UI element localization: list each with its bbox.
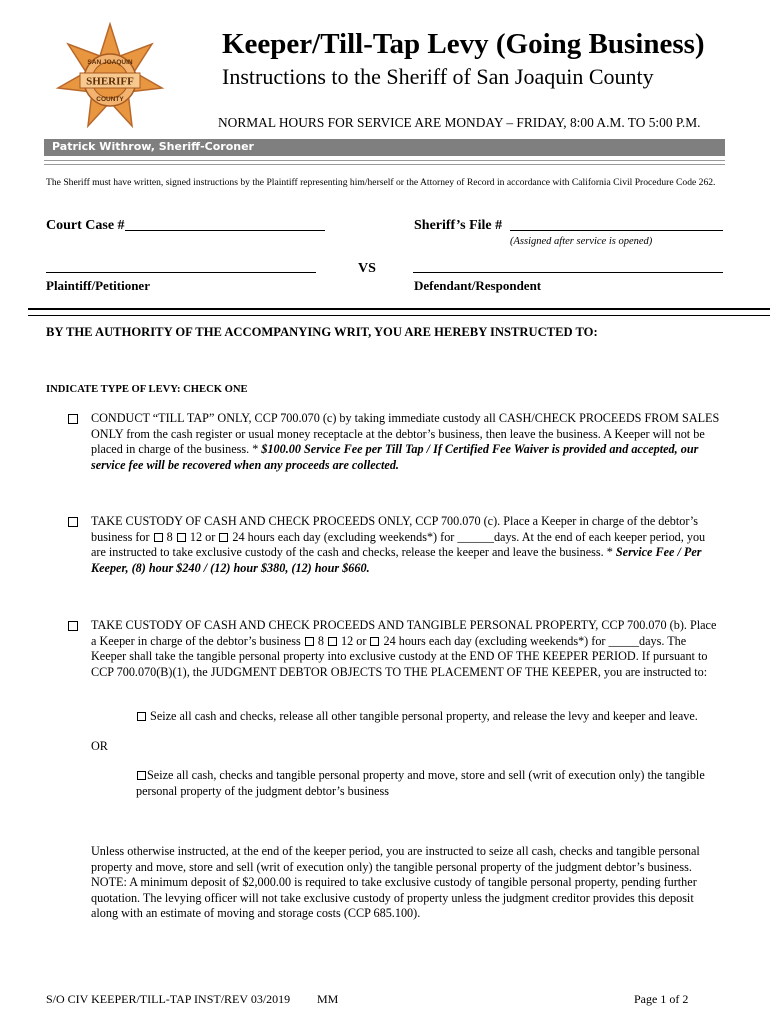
prop-hours-8-checkbox[interactable] [305,637,314,646]
authority-heading: BY THE AUTHORITY OF THE ACCOMPANYING WRIT, YOU ARE HEREBY INSTRUCTED TO: [46,325,598,339]
sheriff-file-label: Sheriff’s File # [414,218,503,233]
assigned-note: (Assigned after service is opened) [510,236,653,247]
intro-text: The Sheriff must have written, signed instructions by the Plaintiff representing him/herself or the Attorney of Record in accordance with California Civil Procedure Code 262. [46,177,716,188]
badge-bottom-text: COUNTY [96,96,124,103]
default-instructions: Unless otherwise instructed, at the end of the keeper period, you are instructed to seize all cash, checks and tangible personal property and move, store and sell (writ of execution only) the tangible personal property of the judgment debtor’s business. NOTE: A minimum deposit of $2,000.00 is required to take exclusive custody of tangible personal property, pending further quotation. The levying officer will not take exclusive custody of property unless the judgment creditor provides this deposit along with an estimate of moving and storage costs (CCP 685.100). [91,844,700,921]
levy-type-heading: INDICATE TYPE OF LEVY: CHECK ONE [46,384,248,395]
sub-option-seize-all: Seize all cash, checks and tangible personal property and move, store and sell (writ of execution only) the tangible personal property of the judgment debtor’s business [136,768,705,798]
option-cash-check: TAKE CUSTODY OF CASH AND CHECK PROCEEDS ONLY, CCP 700.070 (c). Place a Keeper in charge of the debtor’s business for 8 12 or 24 hours each day (excluding weekends*) for ______days. At the end of each keeper period, you are instructed to take exclusive custody of the cash and checks, release the keeper and leave the business. * Service Fee / Per Keeper, (8) hour $240 / (12) hour $380, (12) hour $660. [91,514,706,575]
prop-hours-24-checkbox[interactable] [370,637,379,646]
sheriff-name: Patrick Withrow, Sheriff-Coroner [52,140,254,153]
form-id: S/O CIV KEEPER/TILL-TAP INST/REV 03/2019 [46,992,291,1006]
form-initials: MM [317,992,339,1006]
cash-property-checkbox[interactable] [68,621,78,631]
defendant-field[interactable] [413,272,723,273]
release-checkbox[interactable] [137,712,146,721]
court-case-field[interactable] [125,230,325,231]
section-divider [28,308,770,316]
or-label: OR [91,739,108,753]
page-number: Page 1 of 2 [634,992,689,1006]
option-till-tap: CONDUCT “TILL TAP” ONLY, CCP 700.070 (c) by taking immediate custody all CASH/CHECK PROCEEDS FROM SALES ONLY from the cash register or usual money receptacle at the debtor’s business, then leave the business. A Keeper will not be placed in charge of the business. * $100.00 Service Fee per Till Tap / If Certified Fee Waiver is provided and accepted, our service fee will be recovered when any proceeds are collected. [91,411,720,472]
prop-hours-12-checkbox[interactable] [328,637,337,646]
seize-all-checkbox[interactable] [137,771,146,780]
court-case-label: Court Case # [46,218,125,233]
vs-label: VS [358,261,376,276]
sheriff-banner [44,139,725,156]
plaintiff-label: Plaintiff/Petitioner [46,278,150,293]
cash-check-checkbox[interactable] [68,517,78,527]
keeper-fee: Service Fee / Per Keeper, (8) hour $240 / (12) hour $380, (12) hour $660. [91,545,702,575]
document-title: Keeper/Till-Tap Levy (Going Business) [222,28,705,60]
sheriff-file-field[interactable] [510,230,723,231]
hours-8-checkbox[interactable] [154,533,163,542]
hours-24-checkbox[interactable] [219,533,228,542]
till-tap-fee: $100.00 Service Fee per Till Tap / If Certified Fee Waiver is provided and accepted, our service fee will be recovered when any proceeds are collected. [91,442,699,472]
banner-divider [44,160,725,165]
badge-center-text: SHERIFF [86,75,134,88]
plaintiff-field[interactable] [46,272,316,273]
service-hours: NORMAL HOURS FOR SERVICE ARE MONDAY – FRIDAY, 8:00 A.M. TO 5:00 P.M. [218,115,701,130]
sub-option-release: Seize all cash and checks, release all other tangible personal property, and release the levy and keeper and leave. [136,709,726,725]
till-tap-checkbox[interactable] [68,414,78,424]
option-cash-property: TAKE CUSTODY OF CASH AND CHECK PROCEEDS AND TANGIBLE PERSONAL PROPERTY, CCP 700.070 (b). Place a Keeper in charge of the debtor’s business 8 12 or 24 hours each day (excluding weekends*) for _____days. The Keeper shall take the tangible personal property into exclusive custody at the END OF THE KEEPER PERIOD. If pursuant to CCP 700.070(B)(1), the JUDGMENT DEBTOR OBJECTS TO THE PLACEMENT OF THE KEEPER, you are instructed to: [91,618,717,679]
hours-12-checkbox[interactable] [177,533,186,542]
sheriff-star-badge [54,22,166,134]
document-subtitle: Instructions to the Sheriff of San Joaquin County [222,64,654,89]
defendant-label: Defendant/Respondent [414,278,542,293]
badge-top-text: SAN JOAQUIN [87,59,133,66]
